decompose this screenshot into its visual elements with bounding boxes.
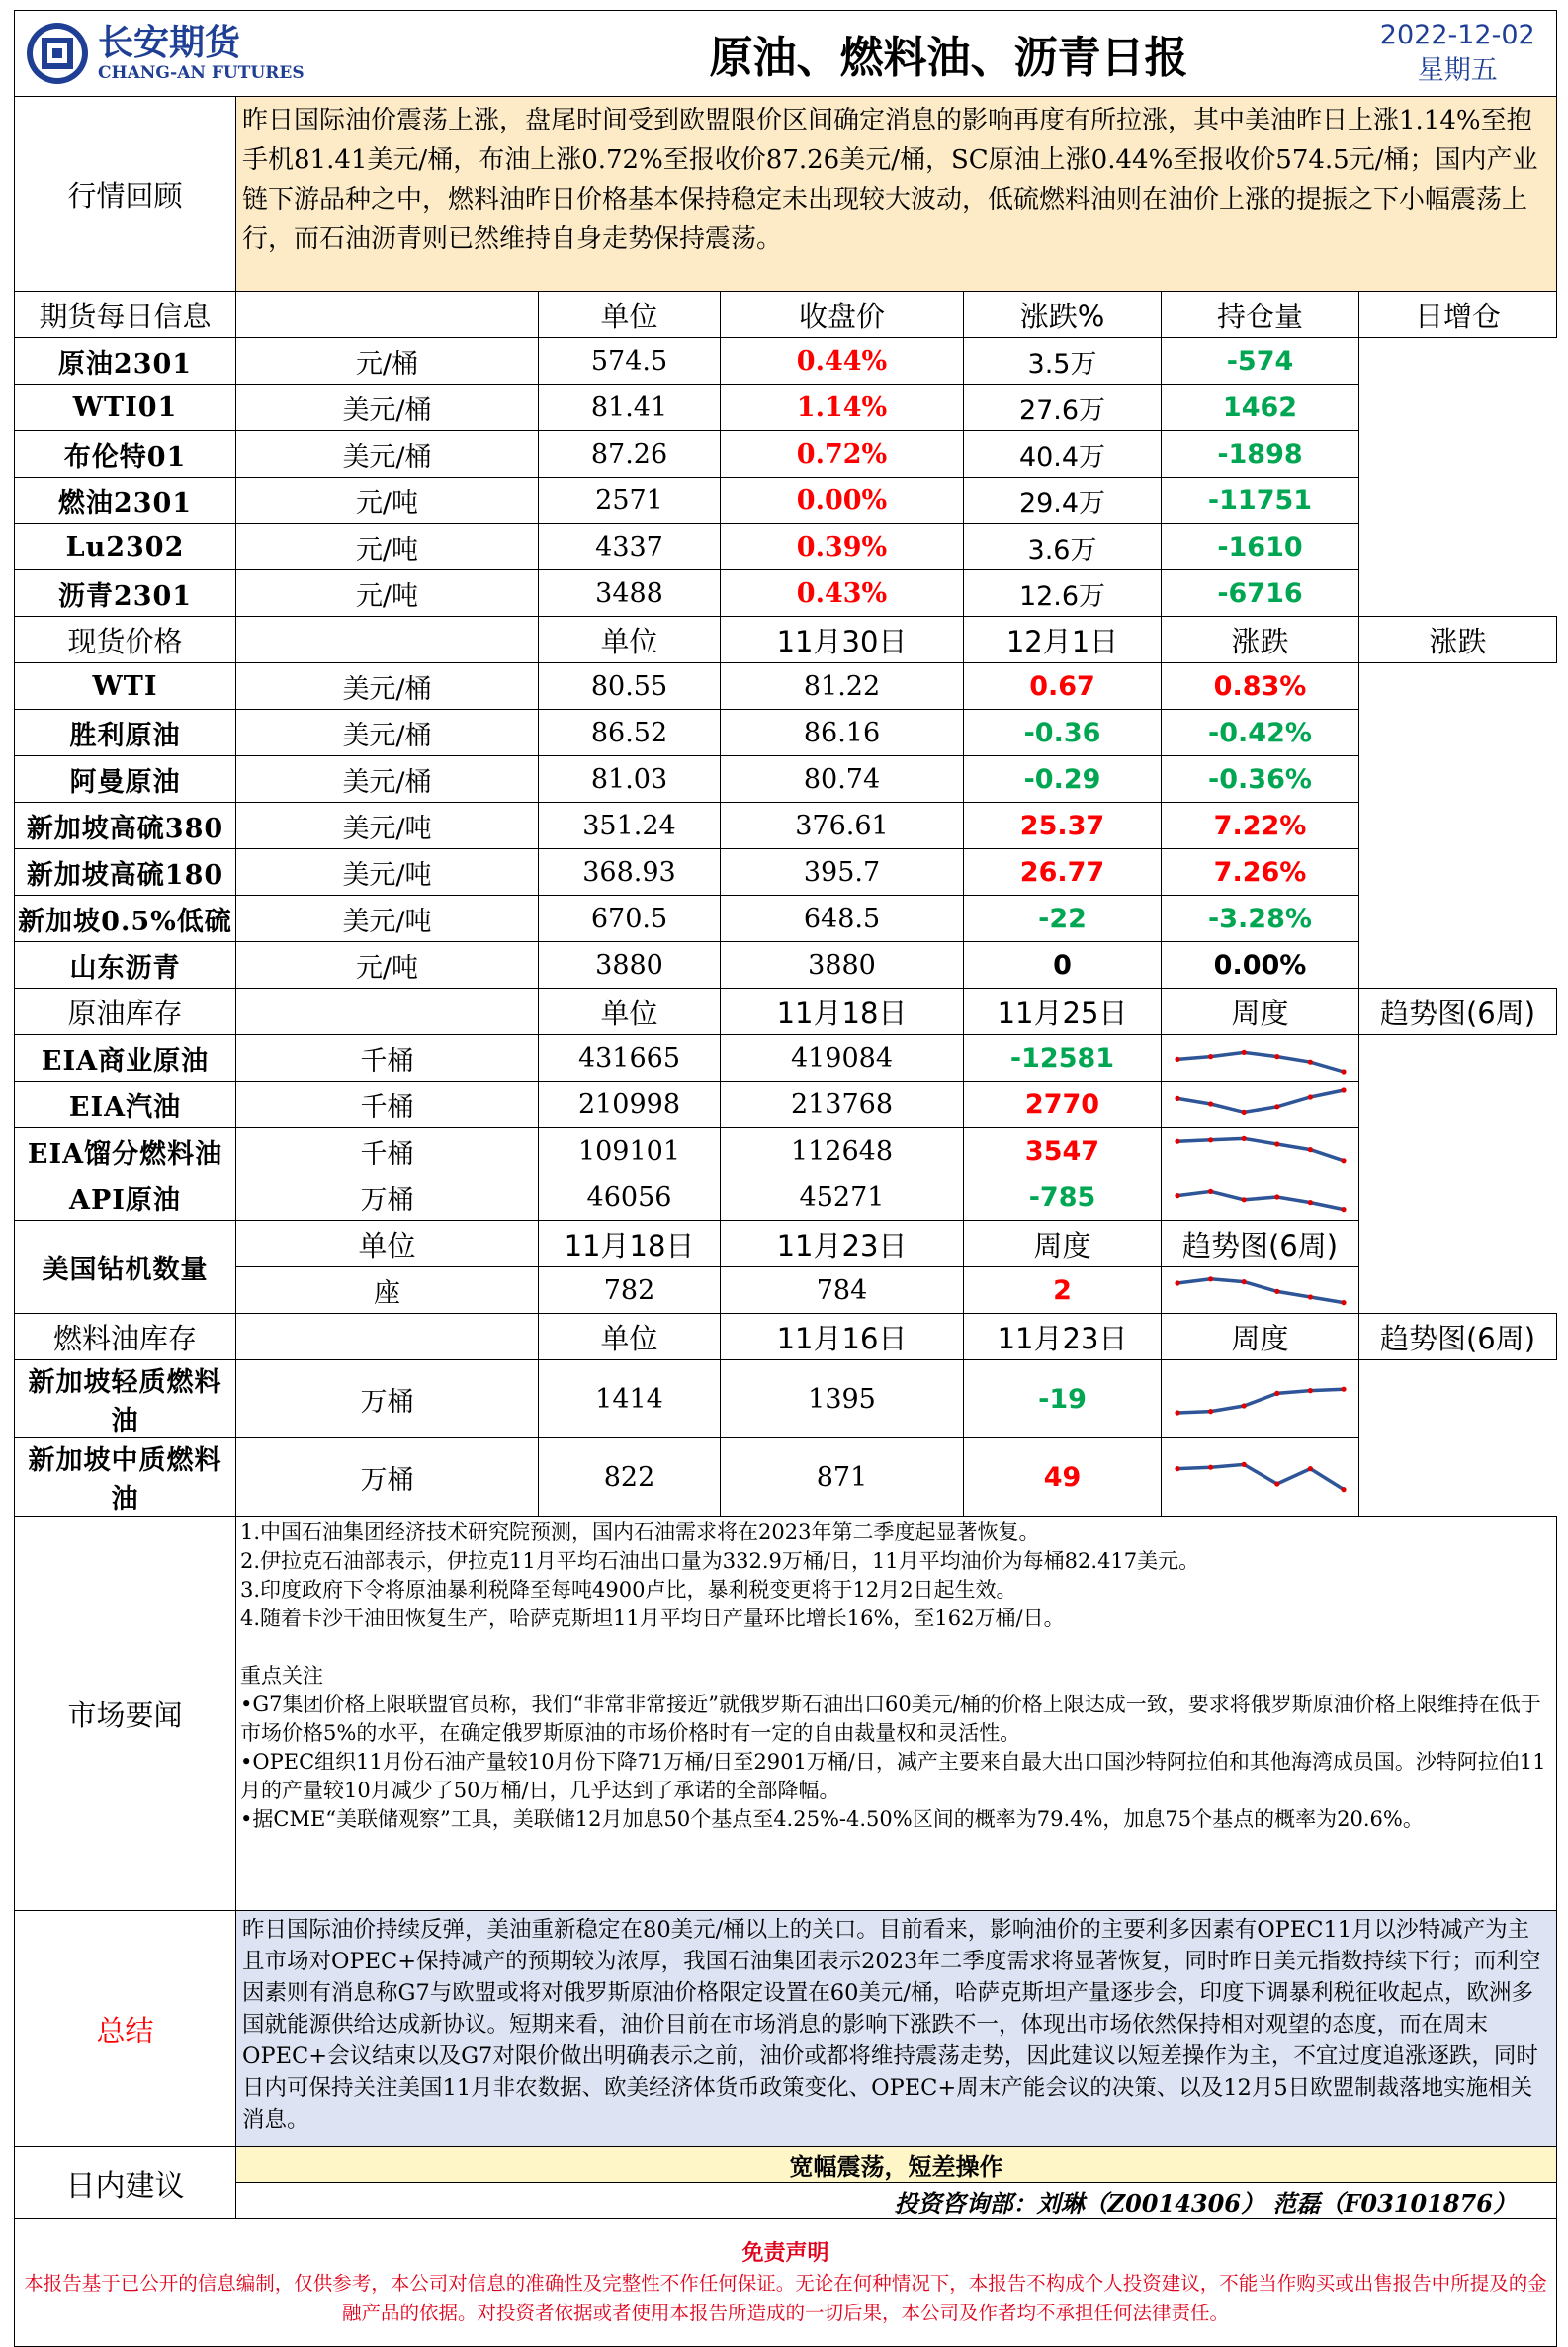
futures-chg: 0.00%	[721, 478, 964, 524]
trend-sparkline	[1172, 1038, 1350, 1078]
futures-unit: 美元/桶	[236, 431, 539, 478]
futures-oi: 27.6万	[964, 385, 1162, 431]
crude_inv-d1: 431665	[539, 1035, 721, 1082]
spot-col-chg: 涨跌	[1162, 617, 1359, 663]
spot-d1: 351.24	[539, 803, 721, 849]
spot-pct: 7.26%	[1162, 849, 1359, 896]
trend-point	[1307, 1294, 1312, 1299]
spot-unit: 元/吨	[236, 942, 539, 989]
fuel-col-trend: 趋势图(6周)	[1359, 1314, 1557, 1360]
futures-name: WTI01	[15, 385, 236, 431]
crude_inv-unit: 千桶	[236, 1082, 539, 1128]
trend-point	[1307, 1147, 1312, 1152]
futures-chg: 0.44%	[721, 338, 964, 385]
crude-col-chg: 周度	[1162, 989, 1359, 1035]
fuel_inv-d2: 1395	[721, 1360, 964, 1438]
fuel-col-chg: 周度	[1162, 1314, 1359, 1360]
rigs-chg: 2	[964, 1267, 1162, 1314]
company-logo-icon	[25, 21, 90, 86]
spot-d2: 86.16	[721, 710, 964, 756]
disclaimer-cell	[15, 2219, 1557, 2347]
news-label: 市场要闻	[15, 1517, 236, 1911]
report-table	[14, 10, 1557, 2347]
fuel-inv-label: 燃料油库存	[15, 1314, 236, 1360]
table-row	[15, 942, 1557, 989]
spot-d2: 376.61	[721, 803, 964, 849]
spot-header-row	[15, 617, 1557, 663]
fuel_inv-trend-cell	[1162, 1438, 1359, 1517]
fuel-col-d1: 11月16日	[721, 1314, 964, 1360]
spot-d1: 368.93	[539, 849, 721, 896]
trend-point	[1175, 1139, 1179, 1144]
crude_inv-d2: 112648	[721, 1128, 964, 1174]
news-item: 1.中国石油集团经济技术研究院预测，国内石油需求将在2023年第二季度起显著恢复。	[240, 1521, 1040, 1544]
spot-unit: 美元/吨	[236, 896, 539, 942]
crude_inv-trend-cell	[1162, 1035, 1359, 1082]
crude-col-trend: 趋势图(6周)	[1359, 989, 1557, 1035]
fuel_inv-trend-cell	[1162, 1360, 1359, 1438]
futures-unit: 元/吨	[236, 524, 539, 570]
futures-doi: -1610	[1162, 524, 1359, 570]
trend-point	[1307, 1060, 1312, 1065]
table-row	[15, 570, 1557, 617]
spot-chg: -22	[964, 896, 1162, 942]
table-row	[15, 1128, 1557, 1174]
company-name-en: CHANG-AN FUTURES	[98, 63, 305, 83]
spot-label: 现货价格	[15, 617, 236, 663]
summary-label: 总结	[15, 1911, 236, 2147]
trend-sparkline	[1172, 1085, 1350, 1124]
futures-doi: 1462	[1162, 385, 1359, 431]
spot-d1: 81.03	[539, 756, 721, 803]
crude_inv-trend-cell	[1162, 1082, 1359, 1128]
futures-oi: 3.6万	[964, 524, 1162, 570]
trend-point	[1208, 1189, 1213, 1194]
fuel-header-row	[15, 1314, 1557, 1360]
spot-name: 新加坡高硫380	[15, 803, 236, 849]
crude_inv-name: EIA汽油	[15, 1082, 236, 1128]
review-label: 行情回顾	[15, 97, 236, 292]
rigs-d1: 782	[539, 1267, 721, 1314]
report-title: 原油、燃料油、沥青日报	[539, 11, 1359, 97]
spot-pct: -0.36%	[1162, 756, 1359, 803]
trend-point	[1274, 1194, 1279, 1199]
futures-unit: 美元/桶	[236, 385, 539, 431]
disclaimer-title: 免责声明	[741, 2240, 829, 2266]
spot-col-pct: 涨跌	[1359, 617, 1557, 663]
advice-label: 日内建议	[15, 2147, 236, 2219]
crude_inv-d1: 109101	[539, 1128, 721, 1174]
table-row	[15, 1174, 1557, 1221]
table-row	[15, 385, 1557, 431]
trend-point	[1307, 1466, 1312, 1471]
spot-unit: 美元/桶	[236, 710, 539, 756]
fuel_inv-d2: 871	[721, 1438, 964, 1517]
futures-oi: 3.5万	[964, 338, 1162, 385]
date-cell	[1359, 11, 1557, 97]
fuel-col-d2: 11月23日	[964, 1314, 1162, 1360]
spot-d2: 80.74	[721, 756, 964, 803]
futures-close: 4337	[539, 524, 721, 570]
trend-point	[1175, 1057, 1179, 1062]
futures-name: 布伦特01	[15, 431, 236, 478]
crude_inv-d2: 419084	[721, 1035, 964, 1082]
trend-point	[1274, 1481, 1279, 1486]
spot-pct: 0.00%	[1162, 942, 1359, 989]
rigs-trend-cell	[1162, 1267, 1359, 1314]
fuel-col-unit: 单位	[539, 1314, 721, 1360]
news-item: 3.印度政府下令将原油暴利税降至每吨4900卢比，暴利税变更将于12月2日起生效。	[240, 1578, 1017, 1602]
news-row	[15, 1517, 1557, 1911]
trend-point	[1208, 1465, 1213, 1470]
futures-header-row	[15, 292, 1557, 338]
header-row	[15, 11, 1557, 97]
fuel_inv-name: 新加坡轻质燃料油	[15, 1360, 236, 1438]
rigs-d2: 784	[721, 1267, 964, 1314]
crude_inv-unit: 千桶	[236, 1128, 539, 1174]
trend-line	[1177, 1279, 1344, 1303]
spot-d2: 648.5	[721, 896, 964, 942]
crude_inv-name: EIA商业原油	[15, 1035, 236, 1082]
trend-point	[1241, 1110, 1246, 1115]
trend-point	[1175, 1193, 1179, 1198]
crude_inv-name: EIA馏分燃料油	[15, 1128, 236, 1174]
fuel_inv-unit: 万桶	[236, 1360, 539, 1438]
table-row	[15, 896, 1557, 942]
trend-sparkline	[1172, 1270, 1350, 1310]
trend-point	[1274, 1104, 1279, 1109]
trend-line	[1177, 1389, 1344, 1413]
crude_inv-chg: 2770	[964, 1082, 1162, 1128]
advice-row	[15, 2147, 1557, 2183]
spot-unit: 美元/吨	[236, 849, 539, 896]
futures-chg: 0.43%	[721, 570, 964, 617]
spot-name: 新加坡高硫180	[15, 849, 236, 896]
futures-doi: -574	[1162, 338, 1359, 385]
trend-point	[1341, 1158, 1346, 1163]
spot-name: 山东沥青	[15, 942, 236, 989]
futures-col-close: 收盘价	[721, 292, 964, 338]
fuel_inv-d1: 1414	[539, 1360, 721, 1438]
trend-point	[1341, 1487, 1346, 1492]
review-row	[15, 97, 1557, 292]
table-row	[15, 1438, 1557, 1517]
table-row	[15, 1082, 1557, 1128]
trend-point	[1307, 1094, 1312, 1099]
futures-name: Lu2302	[15, 524, 236, 570]
futures-close: 574.5	[539, 338, 721, 385]
spot-unit: 美元/桶	[236, 663, 539, 710]
news-content	[236, 1517, 1557, 1911]
futures-unit: 元/吨	[236, 570, 539, 617]
spot-pct: -3.28%	[1162, 896, 1359, 942]
futures-oi: 12.6万	[964, 570, 1162, 617]
trend-line	[1177, 1090, 1344, 1112]
spot-name: 新加坡0.5%低硫	[15, 896, 236, 942]
spot-chg: 0.67	[964, 663, 1162, 710]
spot-chg: -0.36	[964, 710, 1162, 756]
futures-name: 原油2301	[15, 338, 236, 385]
table-row	[15, 338, 1557, 385]
spot-unit: 美元/桶	[236, 756, 539, 803]
summary-text: 昨日国际油价持续反弹，美油重新稳定在80美元/桶以上的关口。目前看来，影响油价的主要利多因素有OPEC11月以沙特减产为主且市场对OPEC+保持减产的预期较为浓厚，我国石油集团表示2023年二季度需求将显著恢复，同时昨日美元指数持续下行；而利空因素则有消息称G7与欧盟或将对俄罗斯原油价格限定设置在60美元/桶，哈萨克斯坦产量逐步会，印度下调暴利税征收起点，欧洲多国就能源供给达成新协议。短期来看，油价目前在市场消息的影响下涨跌不一，体现出市场依然保持相对观望的态度，而在周末OPEC+会议结束以及G7对限价做出明确表示之前，油价或都将维持震荡走势，因此建议以短差操作为主，不宜过度追涨逐跌，同时日内可保持关注美国11月非农数据、欧美经济体货币政策变化、OPEC+周末产能会议的决策、以及12月5日欧盟制裁落地实施相关消息。	[236, 1911, 1557, 2147]
futures-col-doi: 日增仓	[1359, 292, 1557, 338]
trend-line	[1177, 1191, 1344, 1209]
trend-point	[1341, 1300, 1346, 1305]
spot-chg: 0	[964, 942, 1162, 989]
trend-point	[1341, 1387, 1346, 1392]
crude_inv-name: API原油	[15, 1174, 236, 1221]
spot-name: 阿曼原油	[15, 756, 236, 803]
trend-point	[1274, 1054, 1279, 1059]
trend-point	[1341, 1087, 1346, 1092]
company-name-cn: 长安期货	[98, 23, 241, 63]
rigs-col-d2: 11月23日	[721, 1221, 964, 1267]
spot-d1: 3880	[539, 942, 721, 989]
crude_inv-chg: 3547	[964, 1128, 1162, 1174]
fuel_inv-chg: -19	[964, 1360, 1162, 1438]
trend-point	[1208, 1276, 1213, 1281]
trend-point	[1274, 1141, 1279, 1146]
spot-d2: 3880	[721, 942, 964, 989]
news-focus-item: •OPEC组织11月份石油产量较10月份下降71万桶/日至2901万桶/日，减产主要来自最大出口国沙特阿拉伯和其他海湾成员国。沙特阿拉伯11月的产量较10月减少了50万桶/日，几乎达到了承诺的全部降幅。	[240, 1750, 1546, 1802]
futures-close: 87.26	[539, 431, 721, 478]
spot-name: 胜利原油	[15, 710, 236, 756]
futures-chg: 0.72%	[721, 431, 964, 478]
spot-d2: 81.22	[721, 663, 964, 710]
rigs-col-unit: 单位	[236, 1221, 539, 1267]
futures-doi: -6716	[1162, 570, 1359, 617]
news-item: 2.伊拉克石油部表示，伊拉克11月平均石油出口量为332.9万桶/日，11月平均油价为每桶82.417美元。	[240, 1549, 1200, 1573]
trend-sparkline	[1172, 1177, 1350, 1217]
news-focus-item: •G7集团价格上限联盟官员称，我们“非常非常接近”就俄罗斯石油出口60美元/桶的价格上限达成一致，要求将俄罗斯原油价格上限维持在低于市场价格5%的水平，在确定俄罗斯原油的市场价格时有一定的自由裁量权和灵活性。	[240, 1693, 1541, 1745]
logo-cell	[15, 11, 539, 97]
fuel_inv-name: 新加坡中质燃料油	[15, 1438, 236, 1517]
trend-point	[1175, 1096, 1179, 1101]
futures-chg: 1.14%	[721, 385, 964, 431]
crude_inv-unit: 万桶	[236, 1174, 539, 1221]
crude_inv-chg: -785	[964, 1174, 1162, 1221]
futures-oi: 40.4万	[964, 431, 1162, 478]
trend-sparkline	[1172, 1379, 1350, 1419]
table-row	[15, 710, 1557, 756]
crude-col-d2: 11月25日	[964, 989, 1162, 1035]
spot-col-d1: 11月30日	[721, 617, 964, 663]
crude_inv-d1: 210998	[539, 1082, 721, 1128]
trend-point	[1208, 1101, 1213, 1106]
contact-text: 投资咨询部：刘琳（Z0014306） 范磊（F03101876）	[236, 2183, 1557, 2219]
news-focus-item: •据CME“美联储观察”工具，美联储12月加息50个基点至4.25%-4.50%区间的概率为79.4%，加息75个基点的概率为20.6%。	[240, 1807, 1424, 1831]
spot-d1: 80.55	[539, 663, 721, 710]
spot-pct: 0.83%	[1162, 663, 1359, 710]
table-row	[15, 663, 1557, 710]
spot-pct: 7.22%	[1162, 803, 1359, 849]
trend-point	[1175, 1410, 1179, 1415]
trend-sparkline	[1172, 1131, 1350, 1171]
crude_inv-trend-cell	[1162, 1128, 1359, 1174]
rigs-row	[15, 1267, 1557, 1314]
trend-point	[1307, 1200, 1312, 1205]
table-row	[15, 431, 1557, 478]
spot-d2: 395.7	[721, 849, 964, 896]
trend-point	[1208, 1137, 1213, 1142]
futures-name: 燃油2301	[15, 478, 236, 524]
futures-close: 81.41	[539, 385, 721, 431]
crude-inv-label: 原油库存	[15, 989, 236, 1035]
table-row	[15, 849, 1557, 896]
trend-point	[1274, 1289, 1279, 1294]
futures-unit: 元/吨	[236, 478, 539, 524]
summary-row	[15, 1911, 1557, 2147]
trend-point	[1175, 1466, 1179, 1471]
trend-point	[1208, 1409, 1213, 1414]
futures-unit: 元/桶	[236, 338, 539, 385]
trend-point	[1307, 1388, 1312, 1393]
trend-point	[1241, 1279, 1246, 1284]
disclaimer-text: 本报告基于已公开的信息编制，仅供参考，本公司对信息的准确性及完整性不作任何保证。无论在何种情况下，本报告不构成个人投资建议，不能当作购买或出售报告中所提及的金融产品的依据。对投资者依据或者使用本报告所造成的一切后果，本公司及作者均不承担任何法律责任。	[24, 2272, 1547, 2324]
trend-point	[1241, 1136, 1246, 1141]
table-row	[15, 524, 1557, 570]
trend-point	[1175, 1280, 1179, 1285]
futures-close: 3488	[539, 570, 721, 617]
table-row	[15, 478, 1557, 524]
futures-name: 沥青2301	[15, 570, 236, 617]
spot-chg: 26.77	[964, 849, 1162, 896]
spot-pct: -0.42%	[1162, 710, 1359, 756]
trend-sparkline	[1172, 1457, 1350, 1497]
trend-point	[1241, 1050, 1246, 1055]
crude_inv-unit: 千桶	[236, 1035, 539, 1082]
table-row	[15, 1035, 1557, 1082]
trend-line	[1177, 1052, 1344, 1072]
trend-point	[1241, 1197, 1246, 1202]
fuel_inv-chg: 49	[964, 1438, 1162, 1517]
spot-d1: 670.5	[539, 896, 721, 942]
spot-chg: -0.29	[964, 756, 1162, 803]
trend-line	[1177, 1138, 1344, 1160]
crude_inv-d2: 213768	[721, 1082, 964, 1128]
report-weekday: 星期五	[1417, 55, 1498, 86]
trend-point	[1274, 1391, 1279, 1396]
crude-header-row	[15, 989, 1557, 1035]
futures-doi: -1898	[1162, 431, 1359, 478]
crude_inv-d2: 45271	[721, 1174, 964, 1221]
futures-col-oi: 持仓量	[1162, 292, 1359, 338]
table-row	[15, 1360, 1557, 1438]
table-row	[15, 803, 1557, 849]
disclaimer-row	[15, 2219, 1557, 2347]
fuel_inv-unit: 万桶	[236, 1438, 539, 1517]
trend-point	[1341, 1207, 1346, 1212]
trend-line	[1177, 1464, 1344, 1489]
fuel_inv-d1: 822	[539, 1438, 721, 1517]
spot-chg: 25.37	[964, 803, 1162, 849]
spot-d1: 86.52	[539, 710, 721, 756]
contact-row	[15, 2183, 1557, 2219]
rigs-col-trend: 趋势图(6周)	[1162, 1221, 1359, 1267]
futures-oi: 29.4万	[964, 478, 1162, 524]
table-row	[15, 756, 1557, 803]
spot-name: WTI	[15, 663, 236, 710]
futures-chg: 0.39%	[721, 524, 964, 570]
crude_inv-chg: -12581	[964, 1035, 1162, 1082]
futures-close: 2571	[539, 478, 721, 524]
trend-point	[1241, 1462, 1246, 1467]
rigs-unit: 座	[236, 1267, 539, 1314]
trend-point	[1208, 1054, 1213, 1059]
crude-col-unit: 单位	[539, 989, 721, 1035]
spot-col-d2: 12月1日	[964, 617, 1162, 663]
review-text: 昨日国际油价震荡上涨，盘尾时间受到欧盟限价区间确定消息的影响再度有所拉涨，其中美油昨日上涨1.14%至抱手机81.41美元/桶，布油上涨0.72%至报收价87.26美元/桶，SC原油上涨0.44%至报收价574.5元/桶；国内产业链下游品种之中，燃料油昨日价格基本保持稳定未出现较大波动，低硫燃料油则在油价上涨的提振之下小幅震荡上行，而石油沥青则已然维持自身走势保持震荡。	[236, 97, 1557, 292]
spot-col-unit: 单位	[539, 617, 721, 663]
crude_inv-d1: 46056	[539, 1174, 721, 1221]
trend-point	[1241, 1403, 1246, 1408]
futures-col-chg: 涨跌%	[964, 292, 1162, 338]
report-date: 2022-12-02	[1379, 20, 1535, 50]
news-item: 4.随着卡沙干油田恢复生产，哈萨克斯坦11月平均日产量环比增长16%，至162万桶/日。	[240, 1607, 1065, 1630]
report-page	[14, 10, 1556, 2347]
advice-text: 宽幅震荡，短差操作	[236, 2147, 1557, 2183]
spot-unit: 美元/吨	[236, 803, 539, 849]
futures-label: 期货每日信息	[15, 292, 236, 338]
news-focus-title: 重点关注	[240, 1664, 323, 1688]
rigs-col-chg: 周度	[964, 1221, 1162, 1267]
rigs-name: 美国钻机数量	[15, 1221, 236, 1314]
crude-col-d1: 11月18日	[721, 989, 964, 1035]
crude_inv-trend-cell	[1162, 1174, 1359, 1221]
futures-col-unit: 单位	[539, 292, 721, 338]
futures-doi: -11751	[1162, 478, 1359, 524]
rigs-col-d1: 11月18日	[539, 1221, 721, 1267]
rigs-header-row	[15, 1221, 1557, 1267]
trend-point	[1341, 1069, 1346, 1074]
